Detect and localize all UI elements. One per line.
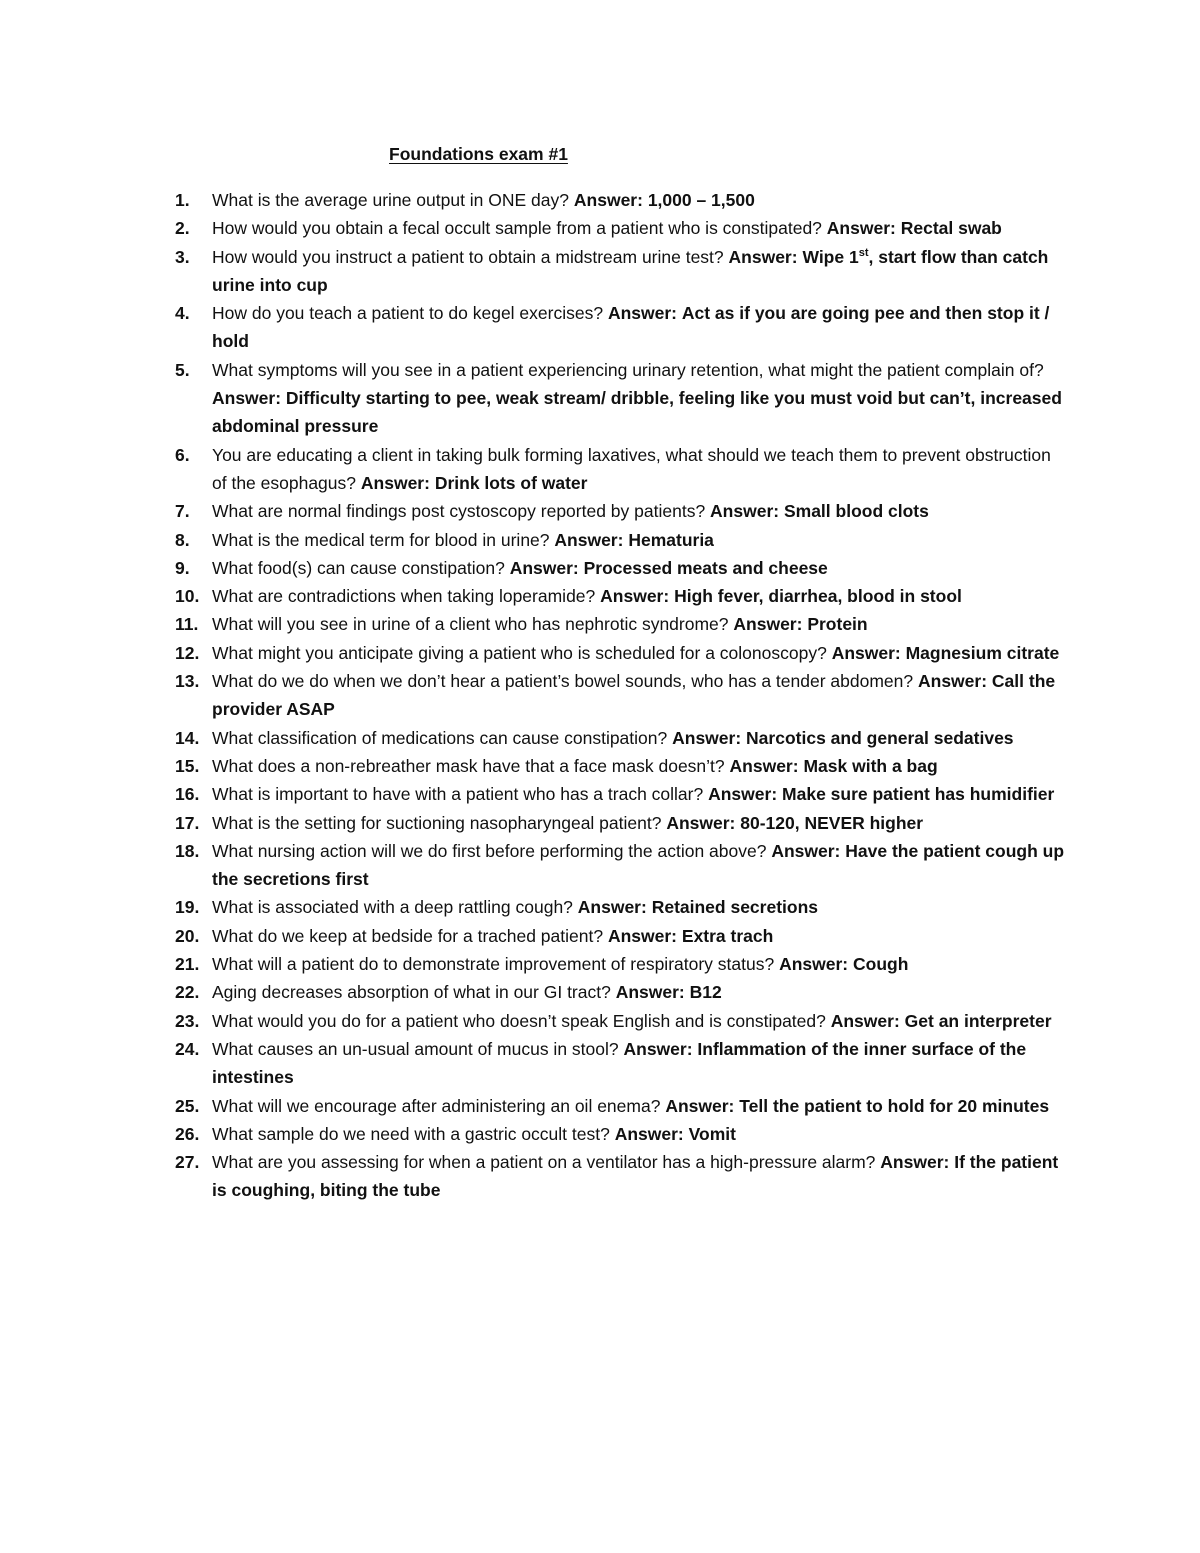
question-number: 2.	[175, 218, 190, 239]
question-number: 16.	[175, 784, 200, 805]
question-number: 14.	[175, 727, 200, 748]
answer-label: Answer:	[666, 812, 736, 833]
question-text: How would you instruct a patient to obtain a midstream urine test?	[212, 246, 724, 267]
answer-text: B12	[689, 982, 722, 1003]
answer-label: Answer:	[880, 1152, 950, 1173]
answer-text: , start flow than catch urine into cup	[212, 246, 1049, 295]
question-number: 6.	[175, 444, 190, 465]
question-item	[150, 1007, 1070, 1035]
answer-label: Answer:	[614, 1123, 684, 1144]
answer-text: 80-120, NEVER higher	[740, 812, 924, 833]
answer-text: Magnesium citrate	[905, 642, 1060, 663]
answer-label: Answer:	[771, 840, 841, 861]
question-number: 13.	[175, 671, 200, 692]
question-number: 27.	[175, 1152, 200, 1173]
answer-text: Call the provider ASAP	[212, 671, 1056, 720]
question-number: 26.	[175, 1123, 200, 1144]
answer-text: Small blood clots	[783, 501, 929, 522]
question-item	[150, 639, 1070, 667]
answer-text: 1,000 – 1,500	[647, 190, 755, 210]
answer-label: Answer:	[779, 954, 849, 975]
question-item	[150, 780, 1070, 808]
question-item	[150, 752, 1070, 780]
answer-text: Difficulty starting to pee, weak stream/ dribble, feeling like you must void but can’t, increased abdominal pressure	[212, 388, 1062, 437]
question-text: What is associated with a deep rattling cough?	[212, 897, 573, 918]
question-item	[150, 554, 1070, 582]
question-number: 1.	[175, 190, 190, 210]
question-text: What is important to have with a patient who has a trach collar?	[212, 784, 704, 805]
question-number: 18.	[175, 840, 200, 861]
question-number: 9.	[175, 557, 190, 578]
question-item	[150, 497, 1070, 525]
answer-text: Tell the patient to hold for 20 minutes	[739, 1095, 1050, 1116]
question-text: What might you anticipate giving a patient who is scheduled for a colonoscopy?	[212, 642, 827, 663]
question-number: 4.	[175, 303, 190, 324]
question-number: 20.	[175, 925, 200, 946]
question-text: What food(s) can cause constipation?	[212, 557, 505, 578]
question-number: 12.	[175, 642, 200, 663]
question-text: What nursing action will we do first before performing the action above?	[212, 840, 767, 861]
question-item	[150, 893, 1070, 921]
question-number: 17.	[175, 812, 200, 833]
question-item	[150, 809, 1070, 837]
question-number: 5.	[175, 359, 190, 380]
question-text: What is the average urine output in ONE day?	[212, 190, 570, 210]
answer-label: Answer:	[607, 303, 677, 324]
answer-label: Answer:	[212, 388, 282, 409]
question-number: 7.	[175, 501, 190, 522]
question-text: What are contradictions when taking loperamide?	[212, 586, 596, 607]
question-text: You are educating a client in taking bulk forming laxatives, what should we teach them to prevent obstruction of the esophagus?	[212, 444, 1051, 493]
question-item	[150, 441, 1070, 498]
question-number: 19.	[175, 897, 200, 918]
answer-label: Answer:	[831, 642, 901, 663]
question-number: 8.	[175, 529, 190, 550]
question-text: What causes an un-usual amount of mucus in stool?	[212, 1038, 619, 1059]
question-item	[150, 1148, 1070, 1205]
question-text: What is the medical term for blood in urine?	[212, 529, 550, 550]
answer-text: Hematuria	[628, 529, 714, 550]
answer-text: If the patient is coughing, biting the tube	[212, 1152, 1059, 1201]
question-text: What will you see in urine of a client who has nephrotic syndrome?	[212, 614, 729, 635]
answer-label: Answer:	[607, 925, 678, 946]
question-item	[150, 356, 1070, 441]
answer-label: Answer:	[623, 1038, 693, 1059]
question-item	[150, 1035, 1070, 1092]
answer-text: Drink lots of water	[434, 472, 588, 493]
answer-text: Narcotics and general sedatives	[746, 727, 1014, 748]
question-item	[150, 837, 1070, 894]
answer-label: Answer:	[729, 755, 799, 776]
answer-label: Answer:	[600, 586, 670, 607]
question-number: 23.	[175, 1010, 200, 1031]
question-item	[150, 724, 1070, 752]
question-item	[150, 1092, 1070, 1120]
question-number: 22.	[175, 982, 200, 1003]
answer-text: Protein	[807, 614, 868, 635]
question-item	[150, 1120, 1070, 1148]
answer-label: Answer:	[918, 671, 988, 692]
answer-text: Retained secretions	[651, 897, 819, 918]
question-item	[150, 582, 1070, 610]
question-number: 11.	[175, 614, 199, 635]
question-number: 15.	[175, 755, 200, 776]
question-text: How would you obtain a fecal occult sample from a patient who is constipated?	[212, 218, 822, 239]
answer-label: Answer:	[577, 897, 647, 918]
question-text: What will we encourage after administering an oil enema?	[212, 1095, 661, 1116]
question-number: 24.	[175, 1038, 200, 1059]
document-title: Foundations exam #1	[389, 144, 568, 164]
answer-text: Inflammation of the inner surface of the intestines	[212, 1038, 1027, 1088]
answer-label: Answer:	[710, 501, 780, 522]
question-text: What are normal findings post cystoscopy reported by patients?	[212, 501, 706, 522]
question-item	[150, 299, 1070, 356]
question-number: 3.	[175, 246, 190, 267]
answer-label: Answer:	[554, 529, 624, 550]
answer-text: Processed meats and cheese	[583, 557, 828, 578]
question-number: 10.	[175, 586, 200, 607]
answer-label: Answer:	[573, 190, 643, 210]
answer-label: Answer:	[728, 246, 798, 267]
question-item	[150, 214, 1070, 242]
question-text: What classification of medications can cause constipation?	[212, 727, 668, 748]
answer-label: Answer:	[708, 784, 778, 805]
question-item	[150, 610, 1070, 638]
question-number: 21.	[175, 954, 200, 975]
answer-text: Extra trach	[681, 925, 774, 946]
answer-label: Answer:	[665, 1095, 735, 1116]
answer-label: Answer:	[672, 727, 742, 748]
answer-label: Answer:	[509, 557, 579, 578]
question-item	[150, 186, 1070, 214]
question-text: What does a non-rebreather mask have that a face mask doesn’t?	[212, 755, 725, 776]
question-list	[150, 186, 1070, 1205]
question-text: What symptoms will you see in a patient experiencing urinary retention, what might the patient complain of?	[212, 359, 1044, 380]
question-text: Aging decreases absorption of what in our GI tract?	[212, 982, 611, 1003]
question-item	[150, 667, 1070, 724]
question-text: What do we keep at bedside for a trached patient?	[212, 925, 604, 946]
answer-label: Answer:	[830, 1010, 900, 1031]
question-number: 25.	[175, 1095, 200, 1116]
answer-text: Act as if you are going pee and then stop it / hold	[212, 303, 1050, 352]
answer-text: Get an interpreter	[904, 1010, 1052, 1031]
question-text: How do you teach a patient to do kegel exercises?	[212, 303, 604, 324]
answer-text: Wipe 1	[802, 246, 859, 267]
answer-text: Have the patient cough up the secretions first	[212, 840, 1065, 890]
question-text: What would you do for a patient who doesn’t speak English and is constipated?	[212, 1010, 826, 1031]
question-item	[150, 978, 1070, 1006]
answer-text: Make sure patient has humidifier	[782, 784, 1055, 805]
question-text: What do we do when we don’t hear a patient’s bowel sounds, who has a tender abdomen?	[212, 671, 914, 692]
answer-label: Answer:	[826, 218, 896, 239]
question-item	[150, 243, 1070, 300]
answer-superscript: st	[858, 246, 869, 259]
question-item	[150, 922, 1070, 950]
answer-label: Answer:	[615, 982, 685, 1003]
answer-text: Rectal swab	[900, 218, 1002, 239]
question-item	[150, 526, 1070, 554]
question-text: What are you assessing for when a patient on a ventilator has a high-pressure alarm?	[212, 1152, 876, 1173]
answer-text: High fever, diarrhea, blood in stool	[674, 586, 962, 607]
question-item	[150, 950, 1070, 978]
answer-text: Mask with a bag	[803, 755, 938, 776]
question-text: What will a patient do to demonstrate improvement of respiratory status?	[212, 954, 775, 975]
question-text: What is the setting for suctioning nasopharyngeal patient?	[212, 812, 662, 833]
answer-label: Answer:	[733, 614, 803, 635]
answer-text: Vomit	[688, 1123, 736, 1144]
question-text: What sample do we need with a gastric occult test?	[212, 1123, 610, 1144]
answer-text: Cough	[853, 954, 909, 975]
answer-label: Answer:	[360, 472, 430, 493]
